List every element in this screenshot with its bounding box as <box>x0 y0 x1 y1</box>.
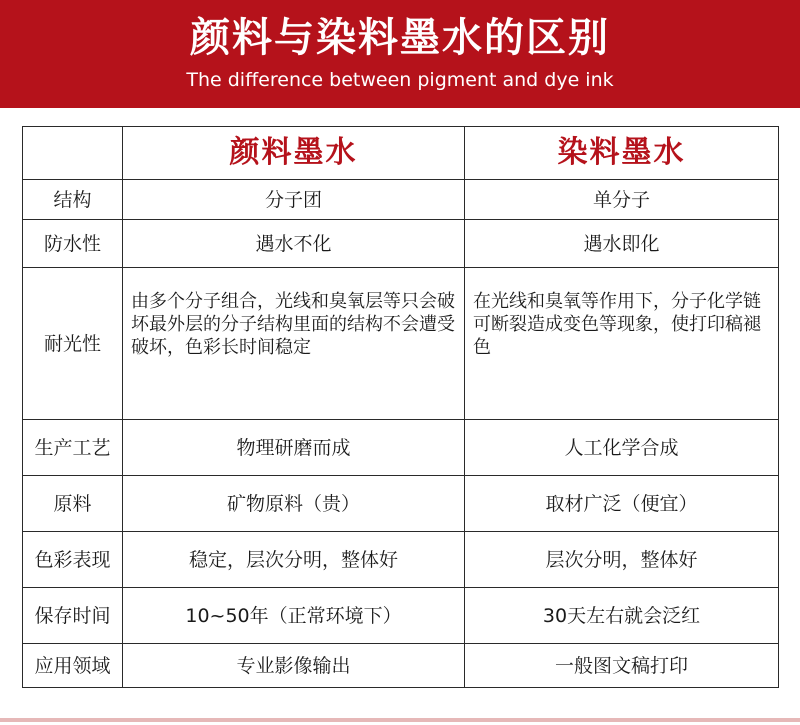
pigment-cell: 分子团 <box>123 180 465 220</box>
row-label: 耐光性 <box>23 268 123 420</box>
pigment-cell: 稳定，层次分明，整体好 <box>123 532 465 588</box>
table-row <box>23 220 779 268</box>
dye-cell: 人工化学合成 <box>465 420 779 476</box>
column-header-pigment: 颜料墨水 <box>123 127 465 180</box>
dye-cell: 层次分明，整体好 <box>465 532 779 588</box>
dye-cell: 30天左右就会泛红 <box>465 588 779 644</box>
table-row <box>23 420 779 476</box>
header-banner <box>0 0 800 108</box>
row-label: 保存时间 <box>23 588 123 644</box>
comparison-table <box>22 126 779 688</box>
page-title: 颜料与染料墨水的区别 <box>190 15 610 61</box>
header-corner-cell <box>23 127 123 180</box>
dye-cell: 取材广泛（便宜） <box>465 476 779 532</box>
table-row <box>23 532 779 588</box>
table-row <box>23 588 779 644</box>
dye-cell: 遇水即化 <box>465 220 779 268</box>
table-row <box>23 268 779 420</box>
pigment-cell: 遇水不化 <box>123 220 465 268</box>
row-label: 生产工艺 <box>23 420 123 476</box>
dye-cell: 在光线和臭氧等作用下，分子化学链可断裂造成变色等现象，使打印稿褪色 <box>465 268 779 420</box>
table-row <box>23 180 779 220</box>
table-header-row <box>23 127 779 180</box>
bottom-divider <box>0 718 800 722</box>
pigment-cell: 矿物原料（贵） <box>123 476 465 532</box>
pigment-cell: 专业影像输出 <box>123 644 465 688</box>
row-label: 结构 <box>23 180 123 220</box>
pigment-cell: 10~50年（正常环境下） <box>123 588 465 644</box>
pigment-cell: 由多个分子组合，光线和臭氧层等只会破坏最外层的分子结构里面的结构不会遭受破坏，色彩长时间稳定 <box>123 268 465 420</box>
pigment-cell: 物理研磨而成 <box>123 420 465 476</box>
dye-cell: 单分子 <box>465 180 779 220</box>
table-row <box>23 644 779 688</box>
row-label: 原料 <box>23 476 123 532</box>
table-row <box>23 476 779 532</box>
dye-cell: 一般图文稿打印 <box>465 644 779 688</box>
row-label: 色彩表现 <box>23 532 123 588</box>
row-label: 应用领域 <box>23 644 123 688</box>
column-header-dye: 染料墨水 <box>465 127 779 180</box>
page-subtitle: The difference between pigment and dye ink <box>186 69 614 91</box>
row-label: 防水性 <box>23 220 123 268</box>
